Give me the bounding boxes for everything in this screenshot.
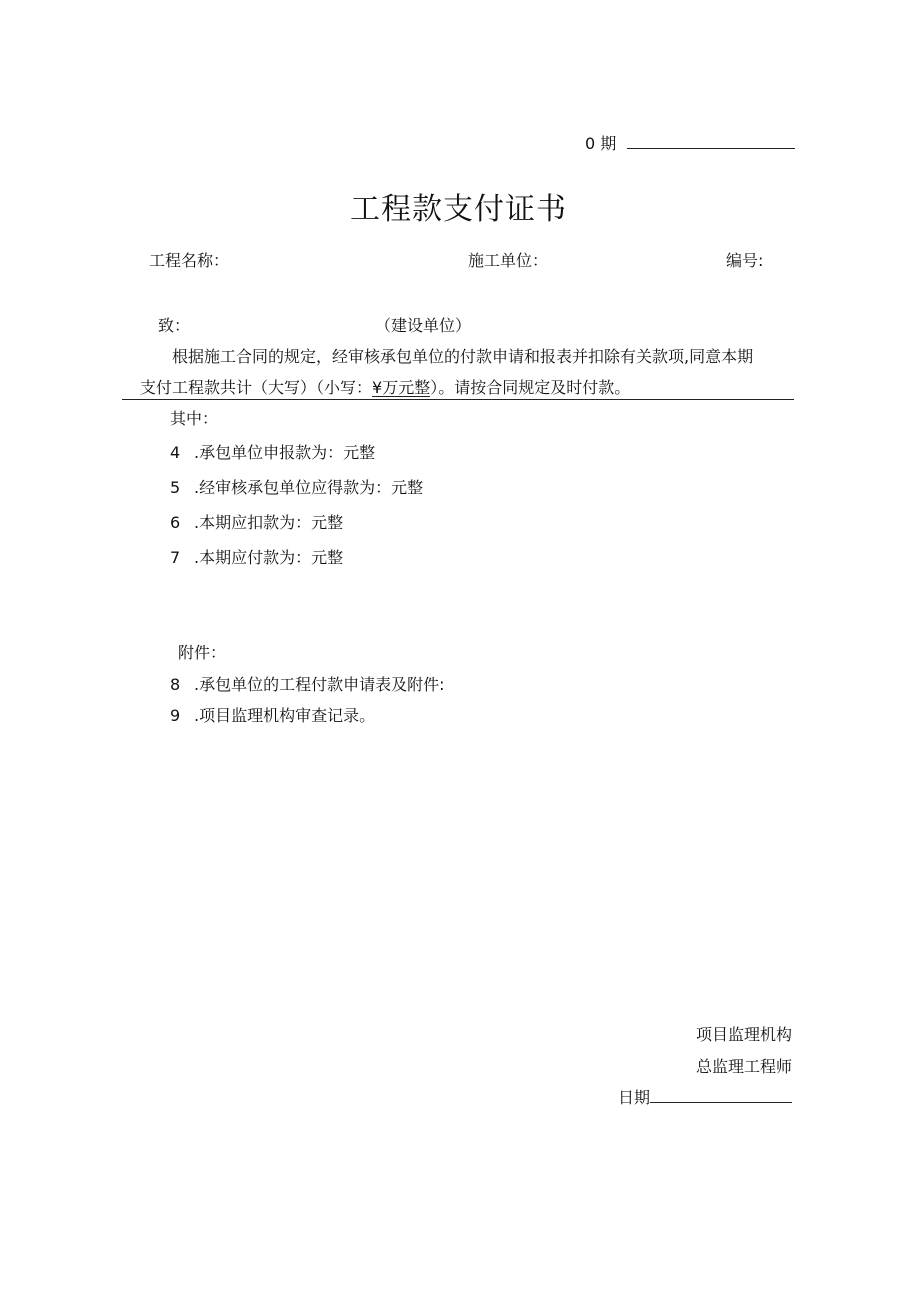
contractor-label: 施工单位： xyxy=(468,251,549,270)
body-line-2-start: 支付工程款共计（大写）（小写： xyxy=(140,378,373,397)
breakdown-heading: 其中： xyxy=(170,409,219,428)
item-text: .本期应扣款为：元整 xyxy=(194,513,344,532)
item-number: 6 xyxy=(170,513,181,532)
item-number: 4 xyxy=(170,443,181,462)
body-line-2 xyxy=(140,380,630,397)
item-text: .项目监理机构审查记录。 xyxy=(194,706,376,725)
item-number: 8 xyxy=(170,675,181,694)
item-text: .承包单位申报款为：元整 xyxy=(194,443,376,462)
payment-amount-small: ¥万元整 xyxy=(372,378,431,397)
breakdown-item xyxy=(170,550,343,566)
page-title: 工程款支付证书 xyxy=(350,192,567,227)
breakdown-item xyxy=(170,480,423,496)
signature-engineer: 总监理工程师 xyxy=(695,1057,792,1076)
attachment-item xyxy=(170,677,444,693)
attachments-heading: 附件： xyxy=(178,643,227,662)
signature-org: 项目监理机构 xyxy=(695,1025,792,1044)
number-label: 编号: xyxy=(726,251,764,270)
item-text: .承包单位的工程付款申请表及附件: xyxy=(194,675,445,694)
item-text: .经审核承包单位应得款为：元整 xyxy=(194,478,424,497)
attachment-item xyxy=(170,708,375,724)
signature-date xyxy=(618,1090,792,1106)
breakdown-item xyxy=(170,445,375,461)
period-line xyxy=(585,136,795,152)
breakdown-item xyxy=(170,515,343,531)
date-label: 日期 xyxy=(617,1088,650,1107)
date-blank xyxy=(650,1102,792,1103)
body-divider xyxy=(122,399,794,400)
to-recipient: （建设单位） xyxy=(375,316,472,335)
to-label: 致： xyxy=(158,316,191,335)
period-label: 0 期 xyxy=(585,134,617,153)
project-name-label: 工程名称： xyxy=(149,251,230,270)
body-line-1: 根据施工合同的规定，经审核承包单位的付款申请和报表并扣除有关款项,同意本期 xyxy=(172,347,754,366)
item-text: .本期应付款为：元整 xyxy=(194,548,344,567)
item-number: 5 xyxy=(170,478,181,497)
period-blank xyxy=(627,148,795,149)
item-number: 7 xyxy=(170,548,181,567)
body-line-2-end: ）。请按合同规定及时付款。 xyxy=(430,378,631,397)
item-number: 9 xyxy=(170,706,181,725)
